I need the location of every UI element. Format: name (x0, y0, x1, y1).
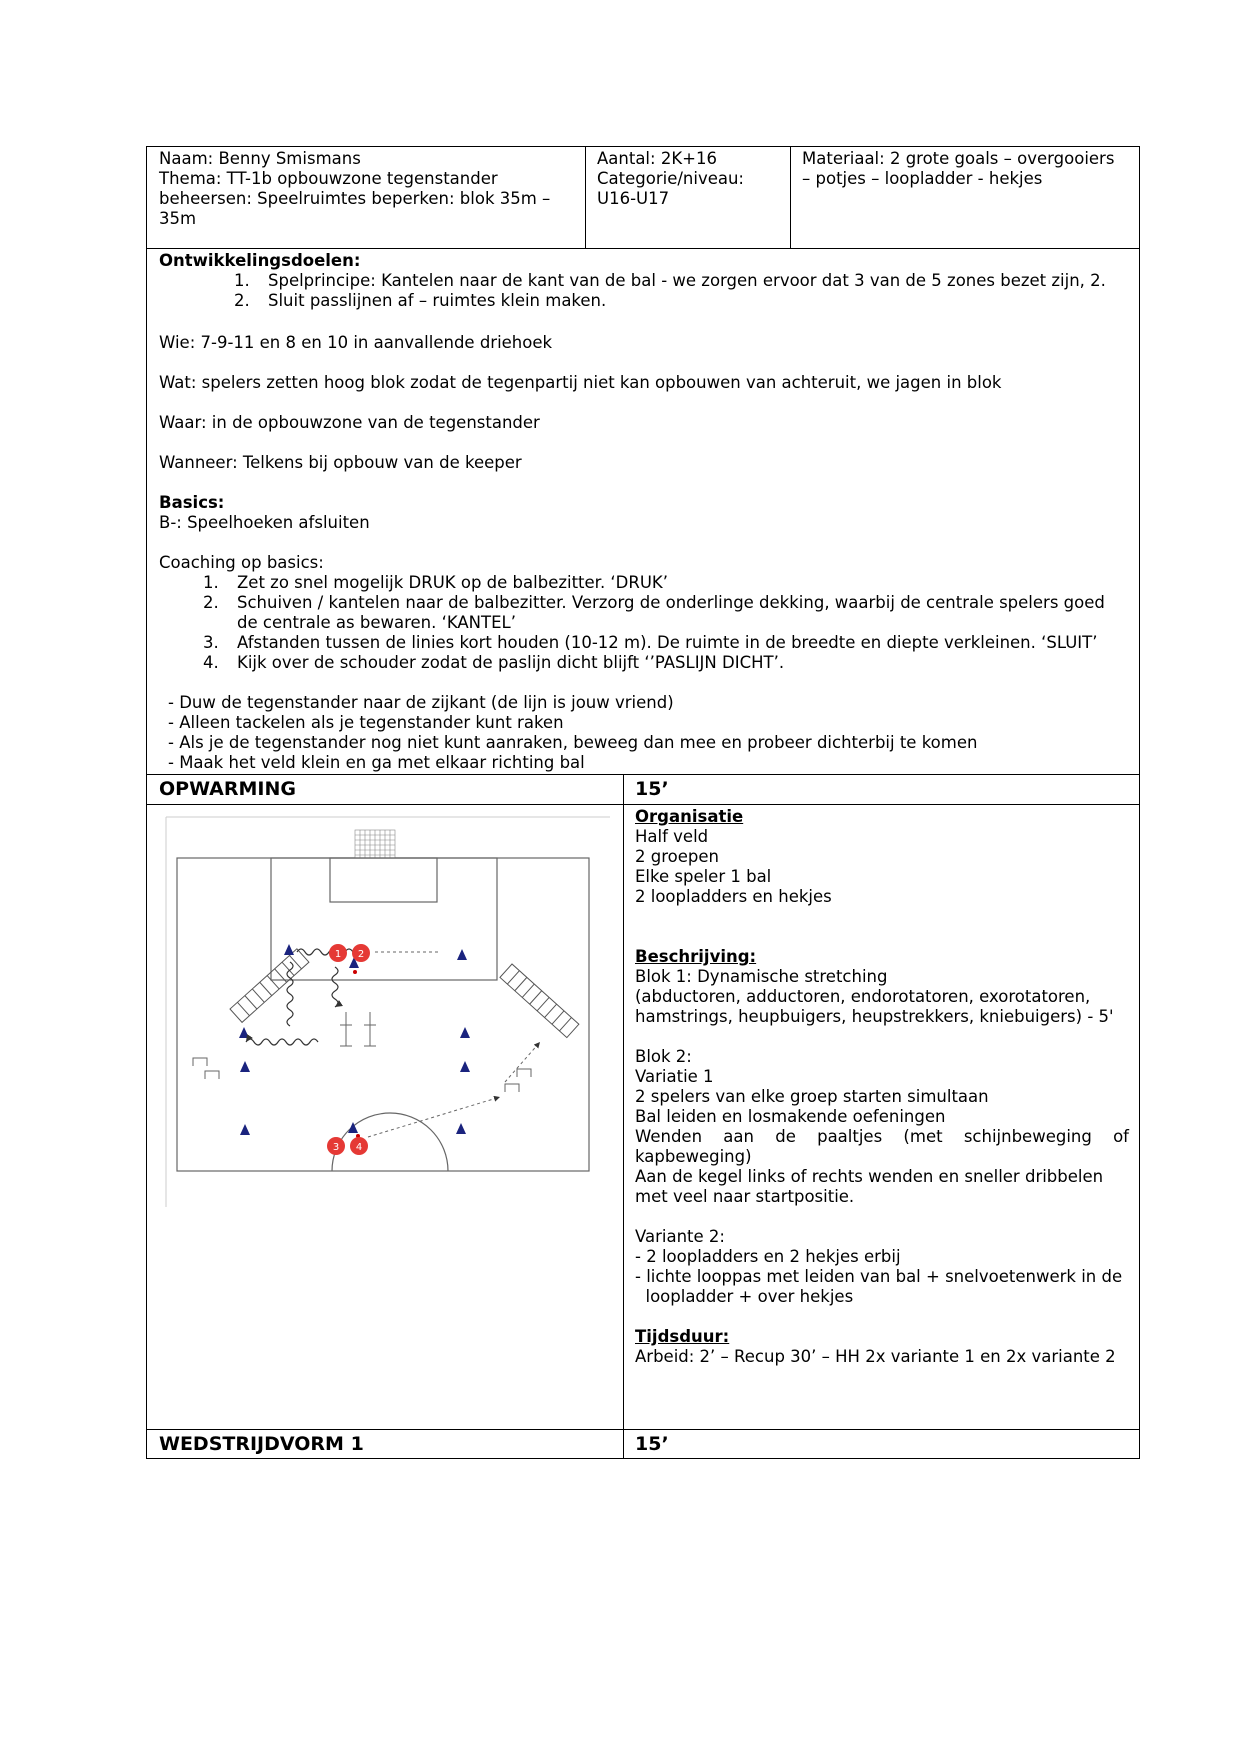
aantal: Aantal: 2K+16 (597, 149, 717, 168)
time-text: Arbeid: 2’ – Recup 30’ – HH 2x variante 1 en 2x variante 2 (635, 1347, 1116, 1366)
wanneer-text: Wanneer: Telkens bij opbouw van de keeper (159, 453, 522, 472)
desc-line: met veel naar startpositie. (635, 1187, 855, 1206)
hurdle-icon (193, 1012, 531, 1092)
desc-line: (abductoren, adductoren, endorotatoren, exorotatoren, (635, 987, 1091, 1006)
tip-item: - Alleen tackelen als je tegenstander kunt raken (168, 713, 564, 732)
player-marker (327, 1137, 345, 1155)
pitch-diagram (160, 812, 615, 1212)
materiaal-line-2: – potjes – loopladder - hekjes (802, 169, 1043, 188)
header-mid-cell (597, 149, 744, 209)
time-title: Tijdsduur: (635, 1327, 730, 1346)
org-line: Half veld (635, 827, 709, 846)
org-line: Elke speler 1 bal (635, 867, 772, 886)
coaching-item: 1. Zet zo snel mogelijk DRUK op de balbezitter. ‘DRUK’ (203, 573, 668, 592)
wat-text: Wat: spelers zetten hoog blok zodat de tegenpartij niet kan opbouwen van achteruit, we jagen in blok (159, 373, 1002, 392)
tip-item: - Duw de tegenstander naar de zijkant (de lijn is jouw vriend) (168, 693, 674, 712)
header-left-cell (159, 149, 550, 229)
goals-title: Ontwikkelingsdoelen: (159, 251, 361, 270)
desc-line: - lichte looppas met leiden van bal + snelvoetenwerk in de (635, 1267, 1123, 1286)
desc-line: Wenden aan de paaltjes (met schijnbeweging of (635, 1127, 1129, 1146)
match-title: WEDSTRIJDVORM 1 (159, 1433, 364, 1455)
desc-title: Beschrijving: (635, 947, 757, 966)
tip-item: - Als je de tegenstander nog niet kunt aanraken, beweeg dan mee en probeer dichterbij te komen (168, 733, 978, 752)
basics-title: Basics: (159, 493, 225, 512)
org-line: 2 loopladders en hekjes (635, 887, 832, 906)
materiaal-line-1: Materiaal: 2 grote goals – overgooiers (802, 149, 1115, 168)
svg-text:1: 1 (334, 949, 342, 960)
field-outline (177, 858, 589, 1171)
warmup-duration: 15’ (635, 778, 669, 800)
org-line: 2 groepen (635, 847, 719, 866)
desc-line: Aan de kegel links of rechts wenden en sneller dribbelen (635, 1167, 1104, 1186)
center-circle (332, 1113, 448, 1171)
desc-line: Blok 2: (635, 1047, 692, 1066)
org-title: Organisatie (635, 807, 744, 826)
desc-line: Variatie 1 (635, 1067, 714, 1086)
coach-name: Naam: Benny Smismans (159, 149, 361, 168)
goal-item: 2. Sluit passlijnen af – ruimtes klein maken. (234, 291, 607, 310)
desc-line: Bal leiden en losmakende oefeningen (635, 1107, 946, 1126)
basics-text: B-: Speelhoeken afsluiten (159, 513, 370, 532)
theme-line-3: 35m (159, 209, 197, 228)
dribble-path (246, 949, 353, 1045)
ladder-left-icon (230, 949, 309, 1023)
coaching-item: 2. Schuiven / kantelen naar de balbezitter. Verzorg de onderlinge dekking, waarbij de centrale spelers goed (203, 593, 1105, 612)
coaching-item-cont: de centrale as bewaren. ‘KANTEL’ (237, 613, 516, 632)
coaching-item: 3. Afstanden tussen de linies kort houden (10-12 m). De ruimte in de breedte en diepte verkleinen. ‘SLUIT’ (203, 633, 1098, 652)
svg-text:2: 2 (357, 949, 365, 960)
wie-text: Wie: 7-9-11 en 8 en 10 in aanvallende driehoek (159, 333, 553, 352)
coaching-title: Coaching op basics: (159, 553, 324, 572)
desc-line: hamstrings, heupbuigers, heupstrekkers, kniebuigers) - 5' (635, 1007, 1114, 1026)
theme-line-2: beheersen: Speelruimtes beperken: blok 35m – (159, 189, 551, 208)
desc-line: 2 spelers van elke groep starten simultaan (635, 1087, 989, 1106)
goals-list (234, 271, 1106, 311)
tip-item: - Maak het veld klein en ga met elkaar richting bal (168, 753, 585, 772)
warmup-description (635, 807, 1130, 1367)
desc-line: Variante 2: (635, 1227, 725, 1246)
warmup-title: OPWARMING (159, 778, 296, 800)
categorie-value: U16-U17 (597, 189, 670, 208)
ladder-right-icon (500, 964, 579, 1038)
header-right-cell (802, 149, 1114, 189)
waar-text: Waar: in de opbouwzone van de tegenstander (159, 413, 540, 432)
tips-list (168, 693, 977, 773)
match-duration: 15’ (635, 1433, 669, 1455)
desc-line: Blok 1: Dynamische stretching (635, 967, 888, 986)
coaching-list (203, 573, 1105, 673)
desc-line: - 2 loopladders en 2 hekjes erbij (635, 1247, 901, 1266)
player-marker (350, 1137, 368, 1155)
goal-item: 1. Spelprincipe: Kantelen naar de kant van de bal - we zorgen ervoor dat 3 van de 5 zones bezet zijn, 2. (234, 271, 1106, 290)
desc-line: loopladder + over hekjes (635, 1287, 854, 1306)
goal-icon (355, 830, 395, 858)
coaching-item: 4. Kijk over de schouder zodat de paslijn dicht blijft ‘’PASLIJN DICHT’. (203, 653, 785, 672)
player-marker (329, 944, 347, 962)
player-marker (352, 944, 370, 962)
svg-text:4: 4 (355, 1142, 363, 1153)
theme-line-1: Thema: TT-1b opbouwzone tegenstander (159, 169, 498, 188)
categorie-label: Categorie/niveau: (597, 169, 744, 188)
svg-text:3: 3 (332, 1142, 340, 1153)
desc-line: kapbeweging) (635, 1147, 752, 1166)
